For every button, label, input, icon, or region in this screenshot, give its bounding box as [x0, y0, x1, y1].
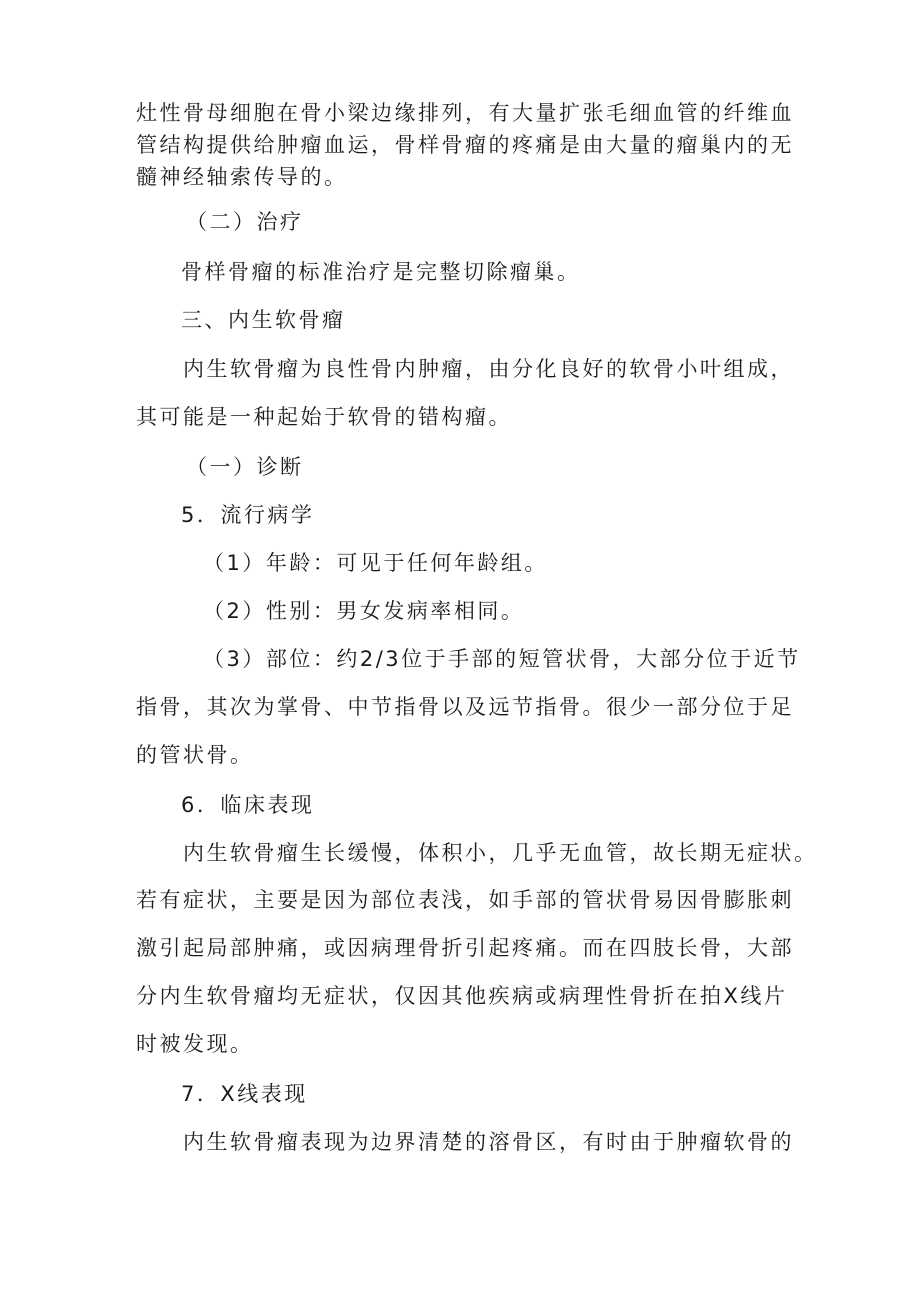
text-line: （1）年龄：可见于任何年龄组。	[203, 551, 548, 575]
text-line: 激引起局部肿痛，或因病理骨折引起疼痛。而在四肢长骨，大部	[136, 936, 794, 960]
text-line: （3）部位：约2/3位于手部的短管状骨，大部分位于近节	[203, 647, 801, 671]
text-line: 内生软骨瘤表现为边界清楚的溶骨区，有时由于肿瘤软骨的	[183, 1130, 794, 1154]
text-line: 骨样骨瘤的标准治疗是完整切除瘤巢。	[181, 260, 581, 284]
heading-text: 7．X线表现	[181, 1082, 308, 1106]
text-line: 时被发现。	[136, 1032, 254, 1056]
text-line: 指骨，其次为掌骨、中节指骨以及远节指骨。很少一部分位于足	[136, 695, 794, 719]
text-line: 灶性骨母细胞在骨小梁边缘排列，有大量扩张毛细血管的纤维血	[136, 101, 794, 125]
text-line: 若有症状，主要是因为部位表浅，如手部的管状骨易因骨膨胀刺	[136, 888, 794, 912]
heading-text: 三、内生软骨瘤	[181, 308, 346, 332]
text-line: 内生软骨瘤为良性骨内肿瘤，由分化良好的软骨小叶组成，	[183, 357, 794, 381]
heading-text: （二）治疗	[186, 210, 304, 234]
text-line: 内生软骨瘤生长缓慢，体积小，几乎无血管，故长期无症状。	[183, 841, 818, 865]
text-line: 其可能是一种起始于软骨的错构瘤。	[136, 405, 512, 429]
text-line: 管结构提供给肿瘤血运，骨样骨瘤的疼痛是由大量的瘤巢内的无	[136, 133, 794, 157]
text-line: 分内生软骨瘤均无症状，仅因其他疾病或病理性骨折在拍X线片	[136, 984, 788, 1008]
text-line: （2）性别：男女发病率相同。	[203, 599, 525, 623]
text-line: 髓神经轴索传导的。	[136, 165, 348, 189]
heading-text: （一）诊断	[186, 455, 304, 479]
heading-text: 5．流行病学	[181, 503, 315, 527]
heading-text: 6．临床表现	[181, 793, 315, 817]
text-line: 的管状骨。	[136, 743, 254, 767]
